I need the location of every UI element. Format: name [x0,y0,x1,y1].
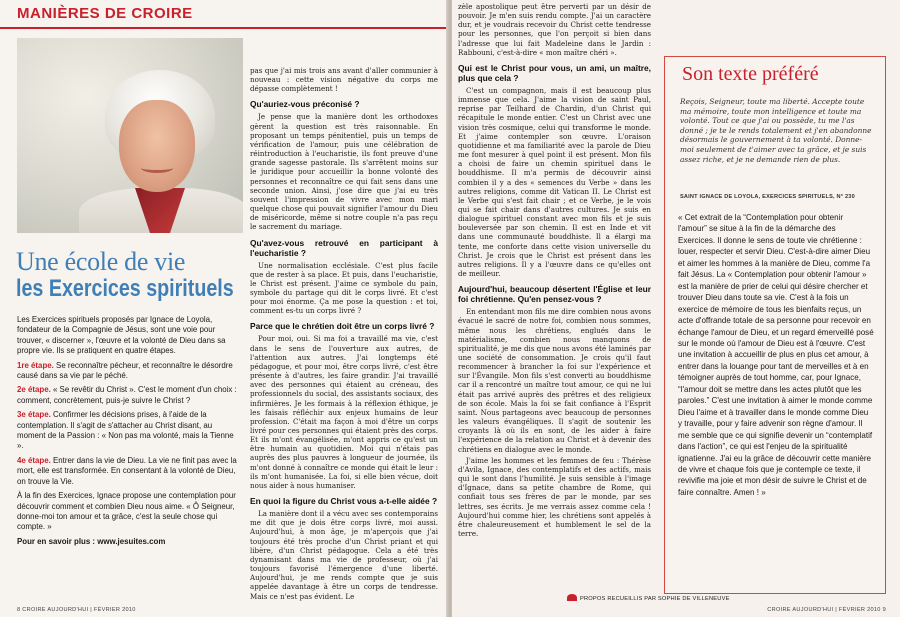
interview-column-2 [458,2,651,540]
prayer-text: Reçois, Seigneur, toute ma liberté. Accepte toute ma mémoire, toute mon intelligence et toute ma volonté. Tout ce que j'ai ou possède, tu me l'as donné ; je te le rends totalement et j'en abandonne désormais le gouvernement à ta volonté. Donne-moi seulement de t'aimer avec ta grâce, et je suis assez riche, et je ne demande rien de plus. [680,97,872,164]
prayer-source: SAINT IGNACE DE LOYOLA, EXERCICES SPIRITUELS, N° 230 [680,194,855,200]
body-paragraph: Une normalisation ecclésiale. C'est plus facile que de rester à sa place. Et puis, dans l'eucharistie, le Christ est présent. J'aime ce symbole du pain, symbole du partage qui dit le corps livré. Et c'est pour moi énorme. Ça me pose la question : et toi, comment es-tu un corps livré ? [250,260,438,316]
exercises-sidebar [17,315,239,551]
step-2-label: 2e étape. [17,385,51,395]
byline: PROPOS RECUEILLIS PAR SOPHIE DE VILLENEUVE [580,596,730,602]
portrait-photo [17,38,243,233]
page-number-left: 8 [17,607,21,613]
footer-left [17,607,136,613]
interview-question: En quoi la figure du Christ vous a-t-elle aidée ? [250,496,438,507]
step-2 [17,385,239,406]
rubric-rule [0,27,448,29]
step-2-text: « Se revêtir du Christ ». C'est le moment d'un choix : comment, concrètement, puis-je suivre le Christ ? [17,385,237,405]
body-paragraph: C'est un compagnon, mais il est beaucoup plus immense que cela. J'aime la vision de saint Paul, reprise par Teilhard de Chardin, d'un Christ qui récapitule le monde entier. C'est un Christ avec une vision très cosmique, celui qui transforme le monde. Et j'aime contempler son œuvre. L'oraison quotidienne et ma familiarité avec la parole de Dieu me font mesurer à quel point il est présent. Mon fils a choisi de faire un chemin spirituel dans le bouddhisme. Il m'a permis de découvrir ainsi combien il y a des « semences du Verbe » dans les autres religions, comme dit Vatican II. Le Christ est le Verbe qui s'est fait chair ; et ce Verbe, je le vois qui se fait chair dans d'autres cultures. Je suis en dialogue spirituel constant avec mon fils et je suis bouleversée par son chemin. Il est en Inde et vit dans une communauté bouddhiste. Il a élargi ma tente, me conforte dans cette vision universelle du Christ. Je crois que le Christ est présent dans les autres religions. Il y a l'œuvre dans ce qu'elles ont de meilleur. [458,85,651,279]
section-rubric: MANIÈRES DE CROIRE [17,5,193,22]
step-1 [17,361,239,382]
sidebar-title-line1: Une école de vie [16,247,186,276]
commentary-text: « Cet extrait de la “Contemplation pour obtenir l'amour” se situe à la fin de la démarche des Exercices. Il donne le sens de toute vie chrétienne : louer, respecter et servir Dieu. C'est-à-dire aimer Dieu et aimer les hommes à la manière de Dieu, comme l'a fait Jésus. La « Contemplation pour obtenir l'amour » est la manière de prier de celui qui désire chercher et trouver Dieu dans toute sa vie. C'est à la fois un exercice de mémoire de tous les bienfaits reçus, un acte d'offrande totale de sa personne pour recevoir en échange l'amour de Dieu, et un regard émerveillé posé sur le monde où l'amour de Dieu est à l'œuvre. C'est une invitation à accueillir de plus en plus cet amour, à entrer dans la louange pour tant de merveilles et à en témoigner auprès de tout homme, car, pour Ignace, “l'amour doit se mettre dans les actes plutôt que les paroles.” C'est une invitation à aimer le monde comme Dieu l'aime et à travailler dans le monde comme Dieu y travaille, pour y faire advenir son règne d'amour. Il me semble que ce qui signifie devenir un “contemplatif dans l'action”, ce qui est l'enjeu de la spiritualité ignatienne. J'ai eu la grâce de découvrir cette manière de vivre et chaque fois que je contemple ce texte, il revivifie ma joie et mon désir de suivre le Christ et de faire connaître. Amen ! » [678,213,874,497]
body-paragraph: Pour moi, oui. Si ma foi a travaillé ma vie, c'est dans le sens de l'ouverture aux autres, de l'attention aux autres. J'ai longtemps été pédagogue, et pour moi, être corps livré, c'est être présente à d'autres, les faire grandir. J'ai travaillé avec des personnes qui étaient au créneau, des professionnels du social, des assistants sociaux, des infirmières. Je les formais à la réflexion éthique, je les faisais réfléchir aux enjeux humains de leur profession. C'était ma façon à moi d'être un corps livré pour ces personnes qui étaient près des corps. Et ils m'ont évangélisée, m'ont appris ce qu'est un être humain au quotidien. Moi qui n'étais pas auprès des plus pauvres à longueur de journée, ils m'ont donné à connaître ce monde qui était le leur : ils m'ont humanisée. La foi, si elle bien vécue, doit nous aider à nous humaniser. [250,334,438,490]
left-page [0,0,448,617]
step-3-label: 3e étape. [17,410,51,420]
sidebar-title-line2: les Exercices spirituels [16,275,234,302]
closing-paragraph: À la fin des Exercices, Ignace propose une contemplation pour découvrir comment et combien Dieu nous aime. « Ô Seigneur, donne-moi ton amour et ta grâce, c'est la seule chose qui compte. » [17,491,236,532]
interview-question: Parce que le chrétien doit être un corps livré ? [250,321,435,332]
interview-question: Qu'auriez-vous préconisé ? [250,99,360,110]
step-4-label: 4e étape. [17,455,51,465]
intro-paragraph: Les Exercices spirituels proposés par Ignace de Loyola, fondateur de la Compagnie de Jésus, sont une voie pour trouver, « discerner », l'œuvre et la volonté de Dieu dans sa propre vie. Ils se pratiquent en quatre étapes. [17,315,226,356]
portrait-face [119,100,195,192]
interview-question: Aujourd'hui, beaucoup désertent l'Église et leur foi chrétienne. Qu'en pensez-vous ? [458,284,651,305]
interview-question: Qui est le Christ pour vous, un ami, un maître, plus que cela ? [458,62,651,83]
page-number-right: 9 [882,607,886,613]
body-paragraph: zèle apostolique peut être perverti par un désir de pouvoir. Je m'en suis rendu compte. J'ai un caractère dur, et je voudrais recevoir du Christ cette tendresse pour les personnes, que l'on perçoit si bien dans l'adresse que lui fait Madeleine dans le Jardin : Rabbouni, c'est-à-dire « mon maître chéri ». [458,2,651,57]
favorite-text-box [664,56,886,594]
step-3-text: Confirmer les décisions prises, à l'aide de la contemplation. Il s'agit de s'attacher au Christ disant, au moment de la Passion : « Non pas ma volonté, mais la Tienne ». [17,410,234,451]
magazine-name-right: CROIRE AUJOURD'HUI | FÉVRIER 2010 [767,607,881,613]
step-4 [17,456,239,487]
body-paragraph: pas que j'ai mis trois ans avant d'aller communier à nouveau : cette vision négative du corps me dépasse complètement ! [250,66,438,94]
right-page [452,0,900,617]
body-paragraph: J'aime les hommes et les femmes de feu : Thérèse d'Avila, Ignace, des contemplatifs et des actifs, mais qui le sont dans l'humilité. Je suis sensible à l'image d'Ignace, dans sa petite chambre de Rome, qui confiait tous ses frères de par le monde, par ses lettres, ses écrits. Je me verrais assez comme cela ! Aujourd'hui comme hier, les chrétiens sont appelés à être chaleureusement et humblement le sel de la terre. [458,455,651,538]
step-1-label: 1re étape. [17,360,54,370]
magazine-name-left: CROIRE AUJOURD'HUI | FÉVRIER 2010 [22,607,136,613]
step-3 [17,410,239,452]
footer-right [767,607,886,613]
body-paragraph: Je pense que la manière dont les orthodoxes gèrent la question est très raisonnable. En proposant un temps pénitentiel, puis un temps de vérification de l'amour, puis une célébration de réintroduction à l'eucharistie, ils font preuve d'une grande sagesse pastorale. Ils s'arrêtent moins sur le juridique pour accueillir la bonne volonté des personnes et reconnaître ce qui fait sens dans une seconde union. Ainsi, j'ose dire que j'ai eu très souvent l'impression de vivre avec mon mari quelque chose qui pouvait signifier l'amour du Dieu de miséricorde, même si notre couple n'a pas reçu le sacrement du mariage. [250,112,438,232]
more-info-link[interactable]: Pour en savoir plus : www.jesuites.com [17,536,166,546]
end-mark-icon [567,594,577,601]
body-paragraph: La manière dont il a vécu avec ses contemporains me dit que je dois être corps livré, moi aussi. Aujourd'hui, à mon âge, je m'aperçois que j'ai toujours été très proche d'un Christ priant et qui libère, d'un Christ pédagogue. Cela a été très dynamisant dans ma vie de professeur, où j'ai toujours favorisé l'émergence d'une liberté. Aujourd'hui, je me rends compte que je suis appelée davantage à être un corps de tendresse. Mais ce n'est pas évident. Le [250,509,438,601]
interview-column-1 [250,66,438,603]
step-1-text: Se reconnaître pécheur, et reconnaître le désordre causé dans sa vie par le péché. [17,360,233,381]
interview-question: Qu'avez-vous retrouvé en participant à l'eucharistie ? [250,237,438,258]
box-title: Son texte préféré [682,63,819,85]
step-4-text: Entrer dans la vie de Dieu. La vie ne finit pas avec la mort, elle est transformée. En consentant à la volonté de Dieu, on trouve la Vie. [17,455,237,486]
body-paragraph: En entendant mon fils me dire combien nous avons évacué le sacré de notre foi, combien nous sommes, même nous les chrétiens, englués dans le matérialisme, combien nous manquons de spiritualité, je me dis que nous avons été laminés par une société de consommation. Je crois qu'il faut recommencer à brancher la foi sur l'expérience et sur l'Évangile. Mon fils s'est converti au bouddhisme car il a rencontré un maître tout amour, ce qui ne lui était pas arrivé auprès des prêtres et des religieux de son école. Mais la foi se fait confiance à l'Esprit saint. Nous partageons avec beaucoup de personnes les valeurs évangéliques. Il s'agit de soutenir les croyants là où ils en sont, de les aider à faire l'expérience de la relation au Christ et à devenir des chrétiens en dialogue avec le monde. [458,307,651,454]
portrait-smile [141,163,173,173]
